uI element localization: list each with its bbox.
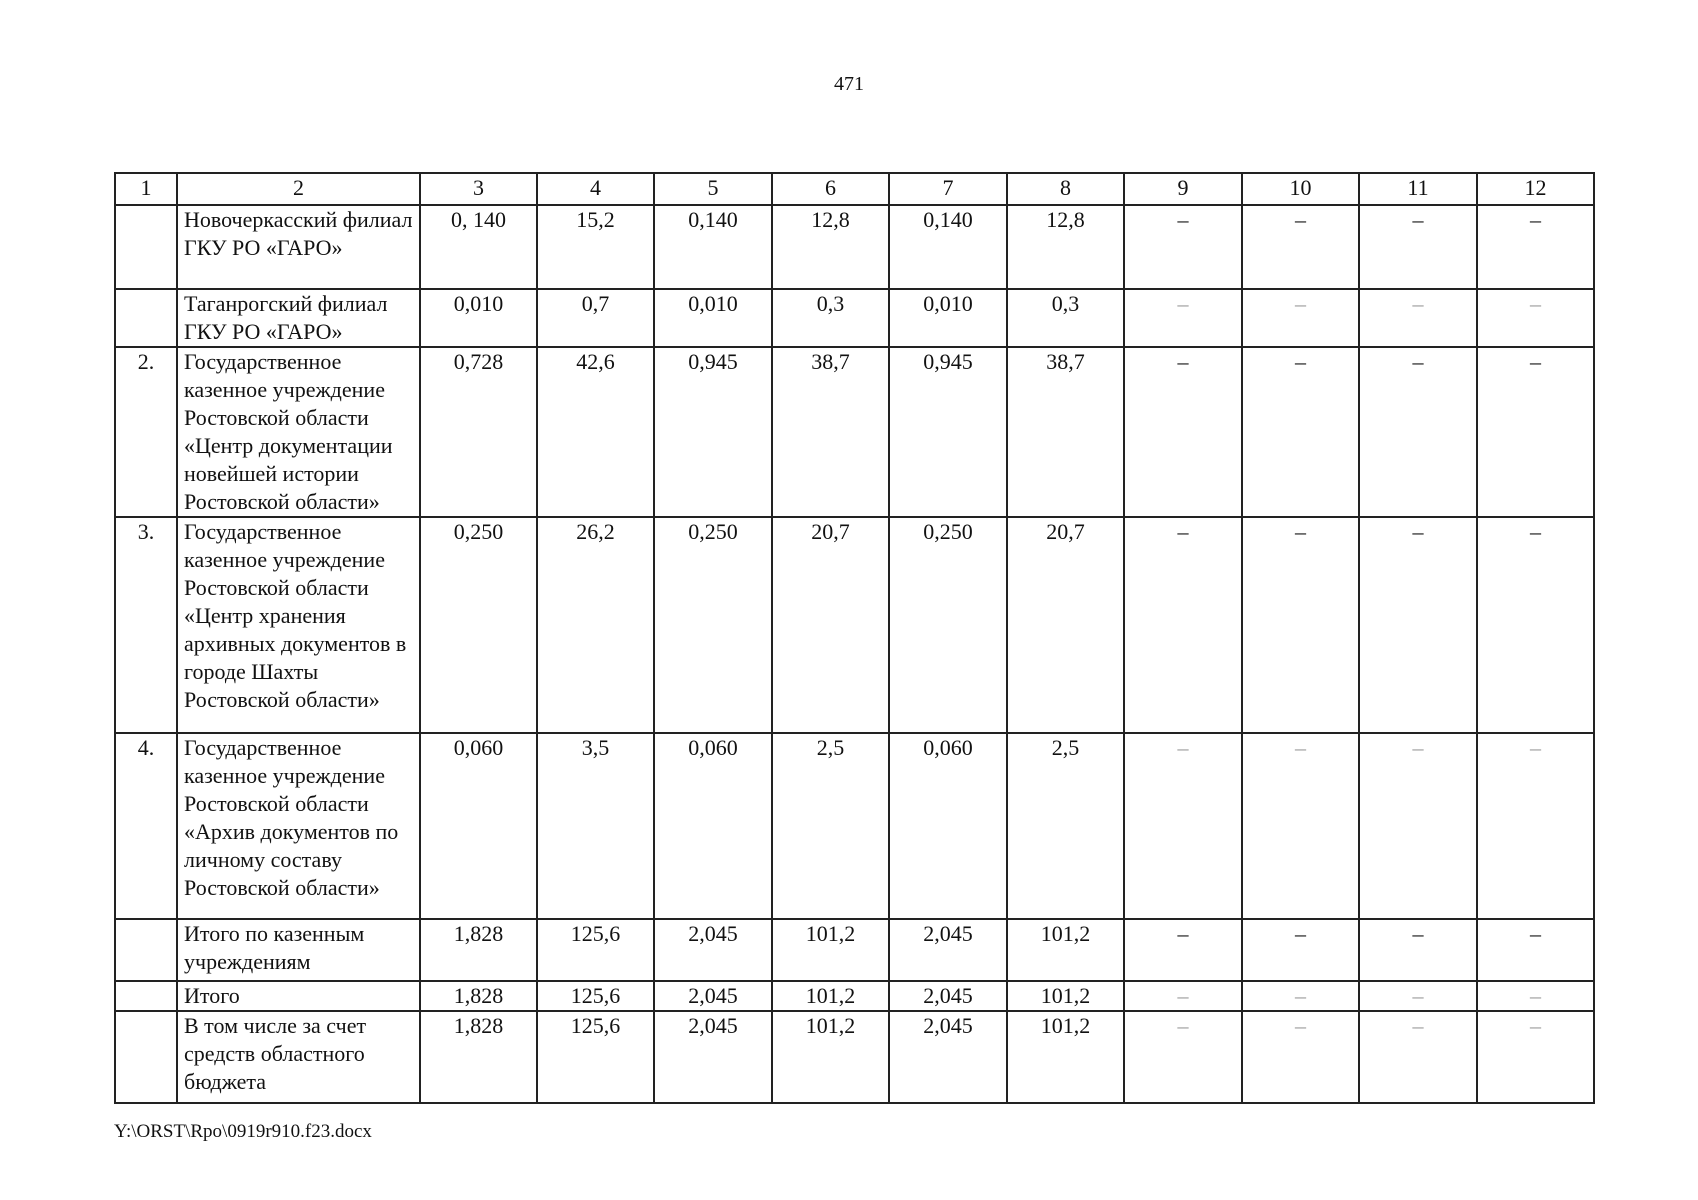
row-number-cell	[115, 981, 177, 1011]
column-number-header: 1	[115, 173, 177, 205]
row-number-cell	[115, 205, 177, 289]
row-number-cell: 4.	[115, 733, 177, 919]
value-cell: 101,2	[772, 981, 889, 1011]
dash-cell: –	[1242, 981, 1359, 1011]
value-cell: 2,5	[772, 733, 889, 919]
value-cell: 0,250	[889, 517, 1007, 733]
table-row	[115, 347, 1594, 517]
value-cell: 15,2	[537, 205, 654, 289]
value-cell: 0,945	[889, 347, 1007, 517]
value-cell: 0,010	[654, 289, 772, 347]
value-cell: 125,6	[537, 981, 654, 1011]
table-row	[115, 205, 1594, 289]
dash-cell: –	[1124, 1011, 1242, 1103]
value-cell: 2,045	[654, 919, 772, 981]
dash-cell: –	[1477, 517, 1594, 733]
dash-cell: –	[1359, 1011, 1477, 1103]
value-cell: 101,2	[772, 1011, 889, 1103]
dash-cell: –	[1242, 517, 1359, 733]
value-cell: 0,060	[654, 733, 772, 919]
row-number-cell: 2.	[115, 347, 177, 517]
dash-cell: –	[1477, 205, 1594, 289]
value-cell: 2,045	[654, 981, 772, 1011]
value-cell: 0,728	[420, 347, 537, 517]
dash-cell: –	[1124, 919, 1242, 981]
value-cell: 12,8	[1007, 205, 1124, 289]
dash-cell: –	[1359, 205, 1477, 289]
dash-cell: –	[1124, 289, 1242, 347]
value-cell: 0,3	[1007, 289, 1124, 347]
value-cell: 20,7	[772, 517, 889, 733]
value-cell: 0,140	[654, 205, 772, 289]
column-number-header: 10	[1242, 173, 1359, 205]
dash-cell: –	[1477, 733, 1594, 919]
dash-cell: –	[1359, 981, 1477, 1011]
row-number-cell	[115, 289, 177, 347]
table-row	[115, 733, 1594, 919]
dash-cell: –	[1124, 733, 1242, 919]
institution-name-cell: Таганрогский филиал ГКУ РО «ГАРО»	[177, 289, 420, 347]
value-cell: 3,5	[537, 733, 654, 919]
value-cell: 0,060	[420, 733, 537, 919]
institution-name-cell: Итого	[177, 981, 420, 1011]
value-cell: 101,2	[1007, 1011, 1124, 1103]
value-cell: 38,7	[1007, 347, 1124, 517]
column-number-header: 9	[1124, 173, 1242, 205]
table-row	[115, 981, 1594, 1011]
value-cell: 2,5	[1007, 733, 1124, 919]
column-number-header: 5	[654, 173, 772, 205]
column-number-header: 11	[1359, 173, 1477, 205]
dash-cell: –	[1124, 205, 1242, 289]
institution-name-cell: Государственное казенное учреждение Ростовской области «Центр документации новейшей истории Ростовской области»	[177, 347, 420, 517]
row-number-cell: 3.	[115, 517, 177, 733]
value-cell: 1,828	[420, 1011, 537, 1103]
dash-cell: –	[1242, 347, 1359, 517]
column-number-header: 4	[537, 173, 654, 205]
dash-cell: –	[1359, 919, 1477, 981]
value-cell: 0,010	[889, 289, 1007, 347]
value-cell: 20,7	[1007, 517, 1124, 733]
dash-cell: –	[1359, 733, 1477, 919]
institution-name-cell: Итого по казенным учреждениям	[177, 919, 420, 981]
dash-cell: –	[1477, 1011, 1594, 1103]
value-cell: 0,945	[654, 347, 772, 517]
institution-name-cell: В том числе за счет средств областного бюджета	[177, 1011, 420, 1103]
value-cell: 101,2	[1007, 919, 1124, 981]
table-header-row	[115, 173, 1594, 205]
column-number-header: 7	[889, 173, 1007, 205]
value-cell: 12,8	[772, 205, 889, 289]
value-cell: 0,7	[537, 289, 654, 347]
table-row	[115, 517, 1594, 733]
dash-cell: –	[1477, 919, 1594, 981]
dash-cell: –	[1124, 981, 1242, 1011]
dash-cell: –	[1242, 733, 1359, 919]
column-number-header: 12	[1477, 173, 1594, 205]
budget-table	[114, 172, 1595, 1104]
page-number: 471	[834, 73, 864, 95]
value-cell: 2,045	[889, 1011, 1007, 1103]
column-number-header: 2	[177, 173, 420, 205]
dash-cell: –	[1359, 347, 1477, 517]
value-cell: 0,250	[420, 517, 537, 733]
dash-cell: –	[1124, 517, 1242, 733]
value-cell: 42,6	[537, 347, 654, 517]
column-number-header: 8	[1007, 173, 1124, 205]
value-cell: 2,045	[889, 981, 1007, 1011]
row-number-cell	[115, 919, 177, 981]
row-number-cell	[115, 1011, 177, 1103]
value-cell: 2,045	[654, 1011, 772, 1103]
dash-cell: –	[1242, 205, 1359, 289]
value-cell: 0,060	[889, 733, 1007, 919]
table-body	[115, 205, 1594, 1103]
value-cell: 1,828	[420, 981, 537, 1011]
column-number-header: 6	[772, 173, 889, 205]
value-cell: 0, 140	[420, 205, 537, 289]
value-cell: 125,6	[537, 1011, 654, 1103]
table-row	[115, 1011, 1594, 1103]
dash-cell: –	[1477, 289, 1594, 347]
value-cell: 38,7	[772, 347, 889, 517]
dash-cell: –	[1124, 347, 1242, 517]
value-cell: 2,045	[889, 919, 1007, 981]
dash-cell: –	[1242, 919, 1359, 981]
dash-cell: –	[1359, 289, 1477, 347]
value-cell: 101,2	[772, 919, 889, 981]
value-cell: 0,140	[889, 205, 1007, 289]
column-number-header: 3	[420, 173, 537, 205]
dash-cell: –	[1477, 981, 1594, 1011]
value-cell: 0,3	[772, 289, 889, 347]
value-cell: 26,2	[537, 517, 654, 733]
footer-file-path: Y:\ORST\Rpo\0919r910.f23.docx	[114, 1121, 372, 1142]
institution-name-cell: Государственное казенное учреждение Ростовской области «Центр хранения архивных документов в городе Шахты Ростовской области»	[177, 517, 420, 733]
dash-cell: –	[1359, 517, 1477, 733]
dash-cell: –	[1477, 347, 1594, 517]
value-cell: 101,2	[1007, 981, 1124, 1011]
institution-name-cell: Новочеркасский филиал ГКУ РО «ГАРО»	[177, 205, 420, 289]
value-cell: 0,010	[420, 289, 537, 347]
value-cell: 0,250	[654, 517, 772, 733]
value-cell: 125,6	[537, 919, 654, 981]
dash-cell: –	[1242, 289, 1359, 347]
table-row	[115, 919, 1594, 981]
table-row	[115, 289, 1594, 347]
institution-name-cell: Государственное казенное учреждение Ростовской области «Архив документов по личному составу Ростовской области»	[177, 733, 420, 919]
value-cell: 1,828	[420, 919, 537, 981]
dash-cell: –	[1242, 1011, 1359, 1103]
